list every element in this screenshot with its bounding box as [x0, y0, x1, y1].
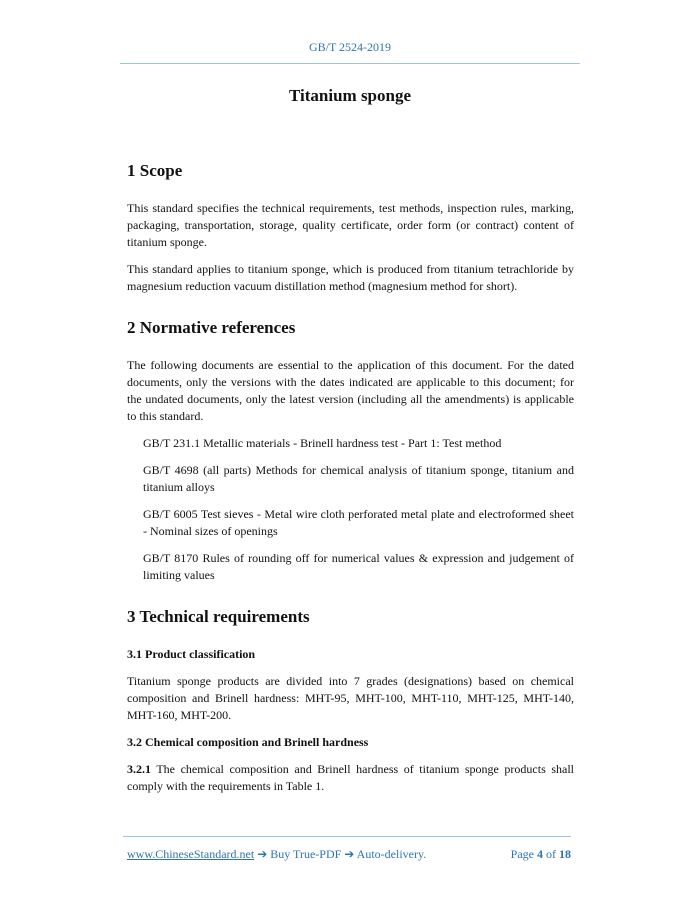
classification-paragraph: Titanium sponge products are divided into 7 grades (designations) based on chemical composition and Brinell hardness: MHT-95, MHT-100, MHT-110, MHT-125, MHT-140, MHT-160, MHT-200.: [127, 674, 574, 722]
document-title: Titanium sponge: [288, 86, 412, 105]
section-3-heading: 3 Technical requirements: [127, 607, 310, 626]
standard-code-header: GB/T 2524-2019: [308, 40, 392, 54]
reference-item: GB/T 8170 Rules of rounding off for numerical values & expression and judgement of limiting values: [143, 551, 574, 582]
normative-intro: The following documents are essential to the application of this document. For the dated documents, only the versions with the dates indicated are applicable to this document; for the undated documents, only the latest version (including all the amendments) is applicable to this standard.: [127, 358, 574, 423]
clause-3-2-1: [127, 761, 574, 795]
page-of: of: [546, 847, 556, 861]
page-word: Page: [510, 847, 534, 861]
document-body: [127, 160, 574, 795]
scope-paragraph-2: This standard applies to titanium sponge, which is produced from titanium tetrachloride by magnesium reduction vacuum distillation method (magnesium method for short).: [127, 262, 574, 293]
section-1-heading: 1 Scope: [127, 161, 183, 180]
promo-text: ➔ Buy True-PDF ➔ Auto-delivery.: [254, 847, 427, 861]
footer-divider: [123, 836, 571, 837]
reference-item: GB/T 4698 (all parts) Methods for chemical analysis of titanium sponge, titanium and titanium alloys: [143, 463, 574, 494]
page-current: 4: [537, 847, 543, 861]
reference-item: GB/T 6005 Test sieves - Metal wire cloth perforated metal plate and electroformed sheet - Nominal sizes of openings: [143, 507, 574, 538]
section-2-heading: 2 Normative references: [127, 318, 296, 337]
footer-promo: [127, 847, 426, 862]
subsection-3-2-heading: 3.2 Chemical composition and Brinell hardness: [127, 735, 369, 749]
page-number: [511, 847, 571, 862]
subsection-3-1-heading: 3.1 Product classification: [127, 647, 256, 661]
reference-item: GB/T 231.1 Metallic materials - Brinell hardness test - Part 1: Test method: [143, 436, 502, 450]
header-divider: [120, 63, 580, 64]
clause-number: 3.2.1: [127, 762, 151, 776]
clause-text: The chemical composition and Brinell hardness of titanium sponge products shall comply with the requirements in Table 1.: [127, 762, 574, 793]
site-link[interactable]: www.ChineseStandard.net: [127, 847, 255, 861]
scope-paragraph-1: This standard specifies the technical requirements, test methods, inspection rules, marking, packaging, transportation, storage, quality certificate, order form (or contract) content of titanium sponge.: [127, 201, 574, 249]
page-total: 18: [559, 847, 571, 861]
